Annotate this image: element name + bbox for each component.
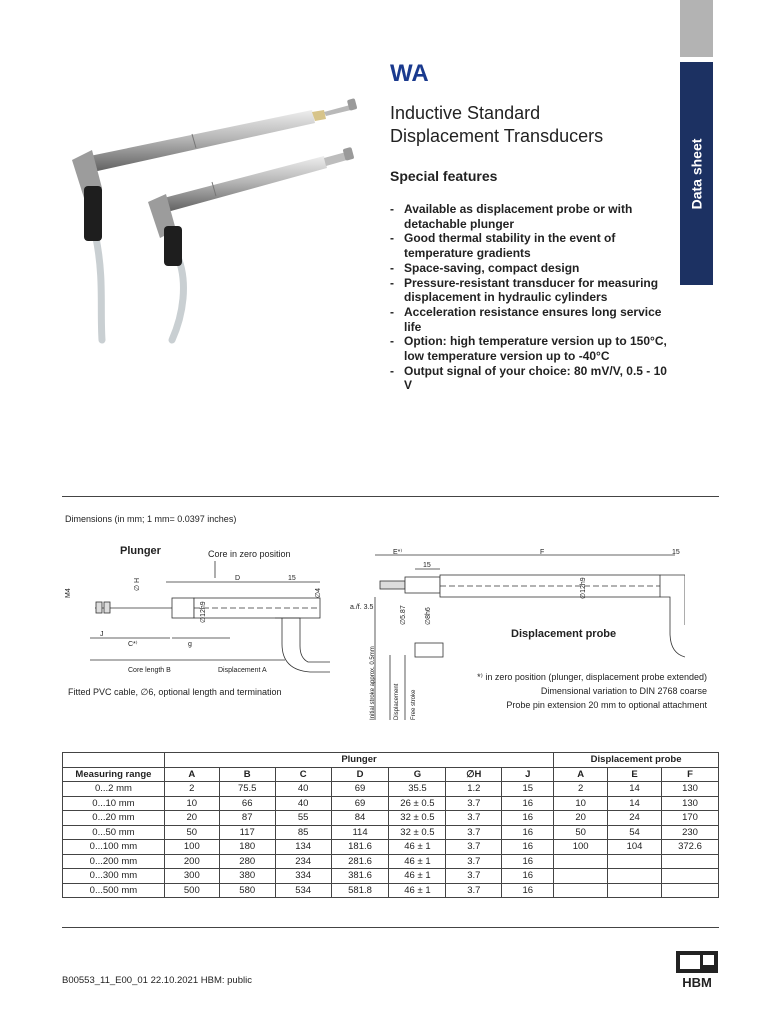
product-photo: [62, 88, 382, 348]
table-cell: 0...200 mm: [63, 854, 165, 869]
side-tab-label: Data sheet: [688, 138, 705, 209]
col-b: B: [219, 767, 275, 782]
side-tab-grey: [680, 0, 713, 57]
table-row: [63, 869, 719, 884]
table-cell: 10: [554, 796, 608, 811]
table-cell: 16: [502, 840, 554, 855]
dim-g: g: [188, 641, 192, 648]
table-cell: 16: [502, 883, 554, 898]
table-cell: 40: [275, 796, 331, 811]
table-cell: 32 ± 0.5: [389, 825, 446, 840]
plunger-drawing: [60, 538, 360, 678]
table-cell: 3.7: [446, 796, 502, 811]
group-plunger: Plunger: [164, 753, 553, 768]
features-heading: Special features: [390, 168, 498, 184]
table-cell: [554, 869, 608, 884]
feature-item: - Option: high temperature version up to 150°C, low temperature version up to -40°C: [390, 334, 667, 364]
table-cell: 100: [554, 840, 608, 855]
table-cell: 75.5: [219, 782, 275, 797]
dim-m4: M4: [65, 588, 72, 598]
table-cell: 104: [608, 840, 662, 855]
table-cell: 0...10 mm: [63, 796, 165, 811]
table-cell: 580: [219, 883, 275, 898]
table-cell: 581.8: [331, 883, 389, 898]
table-cell: 380: [219, 869, 275, 884]
table-cell: 84: [331, 811, 389, 826]
table-cell: 32 ± 0.5: [389, 811, 446, 826]
table-cell: 16: [502, 796, 554, 811]
subtitle-line-2: Displacement Transducers: [390, 126, 604, 146]
table-cell: 372.6: [661, 840, 718, 855]
table-cell: 0...300 mm: [63, 869, 165, 884]
table-cell: 2: [164, 782, 219, 797]
table-row: [63, 811, 719, 826]
table-cell: 0...500 mm: [63, 883, 165, 898]
table-cell: 46 ± 1: [389, 854, 446, 869]
table-cell: 130: [661, 782, 718, 797]
table-cell: [608, 883, 662, 898]
dim-dia-12-probe: ∅12h9: [580, 577, 587, 599]
col-e: E: [608, 767, 662, 782]
table-cell: 14: [608, 782, 662, 797]
table-cell: 1.2: [446, 782, 502, 797]
dim-15: 15: [288, 575, 296, 582]
label-displacement-a: Displacement A: [218, 667, 267, 674]
table-cell: [554, 883, 608, 898]
table-cell: [661, 883, 718, 898]
table-header-row: [63, 767, 719, 782]
dim-j: J: [100, 631, 104, 638]
feature-item: - Acceleration resistance ensures long service life: [390, 304, 662, 334]
col-c: C: [275, 767, 331, 782]
col-d: D: [331, 767, 389, 782]
table-cell: 16: [502, 869, 554, 884]
table-cell: 40: [275, 782, 331, 797]
table-cell: [608, 854, 662, 869]
probe-drawing: [345, 545, 685, 725]
table-cell: 114: [331, 825, 389, 840]
dim-dia-8h6: ∅8h6: [425, 607, 432, 625]
table-cell: 54: [608, 825, 662, 840]
dim-15-small: 15: [423, 562, 431, 569]
cable-note: Fitted PVC cable, ∅6, optional length and termination: [68, 687, 282, 697]
col-j: J: [502, 767, 554, 782]
table-cell: 117: [219, 825, 275, 840]
table-cell: 46 ± 1: [389, 883, 446, 898]
probe-title: Displacement probe: [511, 628, 617, 640]
hbm-logo: [676, 951, 718, 989]
plunger-core-zero-label: Core in zero position: [208, 549, 291, 559]
feature-item: - Good thermal stability in the event of temperature gradients: [390, 231, 616, 261]
dim-e: E*⁾: [393, 549, 403, 556]
label-free-stroke: Free stroke: [411, 689, 417, 720]
table-cell: 3.7: [446, 869, 502, 884]
table-cell: 3.7: [446, 883, 502, 898]
table-cell: 3.7: [446, 840, 502, 855]
table-cell: 130: [661, 796, 718, 811]
label-initial-stroke: Initial stroke approx. 0.5mm: [370, 646, 376, 720]
table-cell: 69: [331, 796, 389, 811]
dim-dia-12: ∅12h9: [200, 601, 207, 623]
table-row: [63, 782, 719, 797]
table-cell: 300: [164, 869, 219, 884]
table-cell: 500: [164, 883, 219, 898]
note-zero-position: *⁾ in zero position (plunger, displacement probe extended): [477, 672, 707, 682]
spec-table: [62, 752, 719, 898]
footer-divider: [62, 927, 719, 928]
table-cell: 281.6: [331, 854, 389, 869]
table-cell: 3.7: [446, 811, 502, 826]
table-cell: 534: [275, 883, 331, 898]
table-cell: 10: [164, 796, 219, 811]
product-title: WA: [390, 60, 429, 87]
table-group-row: [63, 753, 719, 768]
col-f: F: [661, 767, 718, 782]
table-cell: 100: [164, 840, 219, 855]
product-subtitle: [390, 102, 680, 148]
table-cell: 3.7: [446, 854, 502, 869]
dim-c: C*⁾: [128, 641, 138, 648]
dim-dia-h: ∅ H: [134, 577, 141, 591]
table-row: [63, 796, 719, 811]
col-a: A: [164, 767, 219, 782]
table-row: [63, 854, 719, 869]
table-cell: 381.6: [331, 869, 389, 884]
table-cell: 87: [219, 811, 275, 826]
table-cell: 46 ± 1: [389, 840, 446, 855]
table-cell: 181.6: [331, 840, 389, 855]
table-cell: 20: [164, 811, 219, 826]
feature-item: - Available as displacement probe or with detachable plunger: [390, 202, 633, 231]
table-cell: 2: [554, 782, 608, 797]
table-cell: 50: [164, 825, 219, 840]
group-probe: Displacement probe: [554, 753, 719, 768]
table-cell: 35.5: [389, 782, 446, 797]
table-cell: [608, 869, 662, 884]
table-cell: 50: [554, 825, 608, 840]
dim-15-top: 15: [672, 549, 680, 556]
table-cell: 0...50 mm: [63, 825, 165, 840]
col-measuring-range: Measuring range: [63, 767, 165, 782]
plunger-title: Plunger: [120, 545, 161, 557]
logo-text: HBM: [682, 975, 712, 989]
table-cell: 234: [275, 854, 331, 869]
table-cell: 66: [219, 796, 275, 811]
section-divider: [62, 496, 719, 497]
dim-f: F: [540, 549, 545, 556]
table-cell: 26 ± 0.5: [389, 796, 446, 811]
table-cell: 85: [275, 825, 331, 840]
col-g: G: [389, 767, 446, 782]
col-h: ∅H: [446, 767, 502, 782]
table-cell: 46 ± 1: [389, 869, 446, 884]
table-cell: 280: [219, 854, 275, 869]
table-cell: 16: [502, 854, 554, 869]
table-cell: 55: [275, 811, 331, 826]
table-cell: 134: [275, 840, 331, 855]
dimensions-note: Dimensions (in mm; 1 mm= 0.0397 inches): [65, 514, 237, 524]
table-row: [63, 825, 719, 840]
dim-dia-587: ∅5.87: [400, 605, 407, 625]
table-cell: 200: [164, 854, 219, 869]
subtitle-line-1: Inductive Standard: [390, 103, 541, 123]
note-din: Dimensional variation to DIN 2768 coarse: [540, 686, 707, 696]
table-cell: 0...20 mm: [63, 811, 165, 826]
table-cell: 0...100 mm: [63, 840, 165, 855]
table-cell: 170: [661, 811, 718, 826]
features-list: [390, 202, 670, 393]
table-cell: [554, 854, 608, 869]
label-displacement: Displacement: [394, 683, 400, 720]
table-row: [63, 883, 719, 898]
table-cell: 24: [608, 811, 662, 826]
footer-doc-id: B00553_11_E00_01 22.10.2021 HBM: public: [62, 975, 252, 986]
label-core-length: Core length B: [128, 667, 171, 674]
table-cell: 180: [219, 840, 275, 855]
table-cell: 15: [502, 782, 554, 797]
table-cell: 3.7: [446, 825, 502, 840]
col-probe-a: A: [554, 767, 608, 782]
feature-item: - Space-saving, compact design: [390, 260, 580, 275]
table-row: [63, 840, 719, 855]
table-cell: 334: [275, 869, 331, 884]
table-cell: [661, 854, 718, 869]
table-cell: 0...2 mm: [63, 782, 165, 797]
table-cell: 230: [661, 825, 718, 840]
dim-d: D: [235, 575, 241, 582]
table-cell: 16: [502, 825, 554, 840]
dim-af: a./f. 3.5: [350, 604, 374, 611]
table-cell: 69: [331, 782, 389, 797]
feature-item: - Output signal of your choice: 80 mV/V, 0.5 - 10 V: [390, 363, 667, 393]
table-cell: 16: [502, 811, 554, 826]
table-cell: [661, 869, 718, 884]
table-cell: 20: [554, 811, 608, 826]
feature-item: - Pressure-resistant transducer for measuring displacement in hydraulic cylinders: [390, 275, 659, 305]
note-pin-extension: Probe pin extension 20 mm to optional attachment: [506, 700, 707, 710]
side-tab: [680, 62, 713, 285]
dim-dia-4: ∅4: [315, 588, 322, 598]
table-cell: 14: [608, 796, 662, 811]
